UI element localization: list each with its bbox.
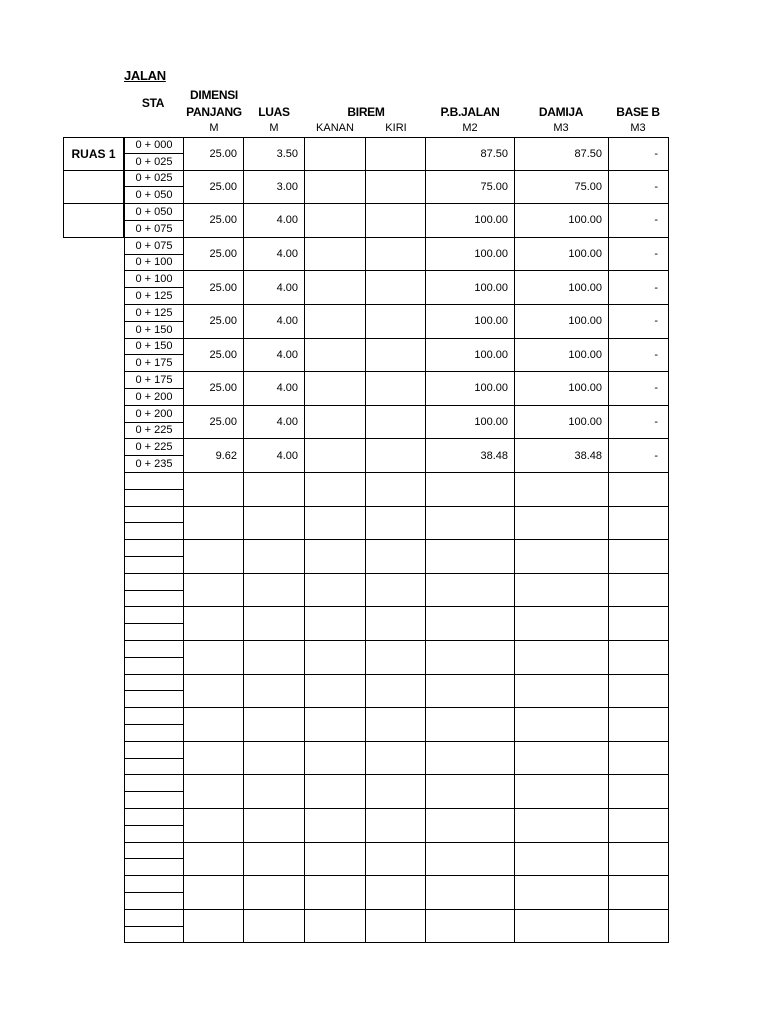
cell-sta-to: 0 + 235	[124, 456, 184, 473]
cell-pb-jalan	[426, 809, 515, 843]
cell-sta-to: 0 + 050	[124, 187, 184, 204]
cell-base-b	[609, 876, 669, 910]
cell-kiri	[366, 775, 426, 809]
header-base-b: BASE B	[616, 105, 660, 119]
cell-ruas	[63, 171, 124, 205]
cell-kanan	[305, 171, 366, 205]
cell-damija: 87.50	[515, 137, 609, 171]
cell-luas	[244, 910, 305, 944]
cell-base-b	[609, 675, 669, 709]
cell-base-b	[609, 507, 669, 541]
cell-luas: 4.00	[244, 238, 305, 272]
cell-damija	[515, 910, 609, 944]
cell-damija	[515, 574, 609, 608]
cell-base-b	[609, 607, 669, 641]
cell-kanan	[305, 574, 366, 608]
cell-sta-to	[124, 691, 184, 708]
cell-sta-to: 0 + 125	[124, 288, 184, 305]
cell-sta-from	[124, 507, 184, 524]
cell-kanan	[305, 540, 366, 574]
cell-luas	[244, 843, 305, 877]
cell-pb-jalan: 100.00	[426, 238, 515, 272]
cell-panjang	[184, 473, 244, 507]
cell-sta-from	[124, 574, 184, 591]
cell-luas: 4.00	[244, 204, 305, 238]
cell-panjang	[184, 876, 244, 910]
header-luas: LUAS	[258, 105, 290, 119]
cell-sta-to	[124, 591, 184, 608]
cell-sta-to	[124, 658, 184, 675]
cell-ruas: RUAS 1	[63, 137, 124, 171]
cell-panjang	[184, 742, 244, 776]
cell-panjang	[184, 641, 244, 675]
unit-kiri: KIRI	[385, 122, 407, 134]
cell-damija: 38.48	[515, 439, 609, 473]
cell-panjang	[184, 708, 244, 742]
cell-kiri	[366, 507, 426, 541]
cell-kanan	[305, 372, 366, 406]
cell-base-b: -	[609, 305, 669, 339]
cell-pb-jalan: 100.00	[426, 372, 515, 406]
cell-panjang	[184, 507, 244, 541]
cell-sta-from	[124, 843, 184, 860]
cell-sta-from: 0 + 000	[124, 137, 184, 154]
cell-panjang	[184, 540, 244, 574]
unit-kanan: KANAN	[316, 122, 354, 134]
cell-sta-from	[124, 473, 184, 490]
cell-damija: 100.00	[515, 271, 609, 305]
cell-kiri	[366, 809, 426, 843]
cell-pb-jalan: 100.00	[426, 204, 515, 238]
cell-luas: 3.00	[244, 171, 305, 205]
cell-pb-jalan: 87.50	[426, 137, 515, 171]
cell-base-b	[609, 473, 669, 507]
cell-kiri	[366, 439, 426, 473]
cell-sta-to	[124, 725, 184, 742]
cell-pb-jalan	[426, 843, 515, 877]
cell-kiri	[366, 843, 426, 877]
cell-sta-from	[124, 775, 184, 792]
cell-kanan	[305, 339, 366, 373]
cell-kanan	[305, 507, 366, 541]
cell-sta-from	[124, 540, 184, 557]
header-dimensi: DIMENSI	[190, 88, 238, 102]
cell-sta-to	[124, 490, 184, 507]
cell-kiri	[366, 406, 426, 440]
cell-sta-to: 0 + 225	[124, 423, 184, 440]
cell-kiri	[366, 742, 426, 776]
cell-sta-from	[124, 809, 184, 826]
header-panjang: PANJANG	[186, 105, 242, 119]
cell-luas	[244, 708, 305, 742]
cell-sta-to	[124, 893, 184, 910]
cell-sta-to	[124, 523, 184, 540]
cell-pb-jalan	[426, 708, 515, 742]
cell-base-b	[609, 910, 669, 944]
cell-kiri	[366, 708, 426, 742]
header-birem: BIREM	[347, 105, 385, 119]
cell-sta-to: 0 + 100	[124, 255, 184, 272]
cell-base-b	[609, 708, 669, 742]
cell-kiri	[366, 137, 426, 171]
cell-kanan	[305, 708, 366, 742]
unit-damija: M3	[553, 122, 569, 134]
cell-damija: 100.00	[515, 204, 609, 238]
cell-sta-from	[124, 675, 184, 692]
cell-kiri	[366, 372, 426, 406]
cell-base-b: -	[609, 171, 669, 205]
cell-kiri	[366, 171, 426, 205]
cell-base-b	[609, 540, 669, 574]
cell-sta-from	[124, 742, 184, 759]
cell-kiri	[366, 641, 426, 675]
cell-damija	[515, 675, 609, 709]
cell-panjang	[184, 910, 244, 944]
cell-damija: 100.00	[515, 339, 609, 373]
cell-pb-jalan	[426, 607, 515, 641]
cell-luas	[244, 876, 305, 910]
cell-sta-from	[124, 641, 184, 658]
cell-damija	[515, 742, 609, 776]
cell-pb-jalan: 100.00	[426, 271, 515, 305]
cell-sta-from: 0 + 200	[124, 406, 184, 423]
cell-sta-from: 0 + 175	[124, 372, 184, 389]
cell-base-b	[609, 775, 669, 809]
cell-damija	[515, 843, 609, 877]
cell-sta-to: 0 + 025	[124, 154, 184, 171]
cell-sta-to	[124, 624, 184, 641]
cell-luas	[244, 540, 305, 574]
cell-base-b	[609, 809, 669, 843]
cell-luas: 4.00	[244, 271, 305, 305]
cell-panjang: 9.62	[184, 439, 244, 473]
cell-damija	[515, 809, 609, 843]
cell-base-b: -	[609, 339, 669, 373]
cell-luas: 4.00	[244, 372, 305, 406]
cell-luas	[244, 607, 305, 641]
cell-kiri	[366, 339, 426, 373]
unit-panjang: M	[209, 122, 219, 134]
cell-kiri	[366, 204, 426, 238]
cell-panjang: 25.00	[184, 137, 244, 171]
cell-pb-jalan	[426, 574, 515, 608]
cell-luas	[244, 809, 305, 843]
cell-sta-from: 0 + 050	[124, 204, 184, 221]
cell-sta-from: 0 + 075	[124, 238, 184, 255]
cell-pb-jalan: 100.00	[426, 305, 515, 339]
cell-kanan	[305, 742, 366, 776]
cell-pb-jalan	[426, 876, 515, 910]
cell-damija: 100.00	[515, 238, 609, 272]
cell-panjang	[184, 809, 244, 843]
cell-kanan	[305, 641, 366, 675]
cell-sta-from	[124, 708, 184, 725]
cell-base-b: -	[609, 238, 669, 272]
cell-panjang: 25.00	[184, 372, 244, 406]
cell-kiri	[366, 238, 426, 272]
cell-kiri	[366, 876, 426, 910]
cell-damija	[515, 708, 609, 742]
cell-pb-jalan: 75.00	[426, 171, 515, 205]
cell-kiri	[366, 540, 426, 574]
cell-pb-jalan: 100.00	[426, 339, 515, 373]
cell-sta-to	[124, 792, 184, 809]
cell-base-b	[609, 574, 669, 608]
cell-sta-to	[124, 759, 184, 776]
cell-kanan	[305, 271, 366, 305]
cell-sta-to	[124, 859, 184, 876]
cell-kanan	[305, 473, 366, 507]
cell-damija	[515, 607, 609, 641]
cell-kiri	[366, 473, 426, 507]
cell-base-b	[609, 843, 669, 877]
cell-pb-jalan	[426, 775, 515, 809]
cell-sta-from: 0 + 100	[124, 271, 184, 288]
cell-kanan	[305, 305, 366, 339]
cell-pb-jalan: 38.48	[426, 439, 515, 473]
cell-damija	[515, 473, 609, 507]
cell-pb-jalan	[426, 473, 515, 507]
cell-luas	[244, 675, 305, 709]
cell-sta-to	[124, 557, 184, 574]
unit-base-b: M3	[630, 122, 646, 134]
cell-luas: 4.00	[244, 439, 305, 473]
cell-sta-to: 0 + 150	[124, 322, 184, 339]
cell-luas	[244, 574, 305, 608]
cell-kiri	[366, 675, 426, 709]
cell-panjang: 25.00	[184, 204, 244, 238]
header-damija: DAMIJA	[538, 105, 584, 119]
cell-pb-jalan: 100.00	[426, 406, 515, 440]
cell-panjang	[184, 675, 244, 709]
cell-panjang: 25.00	[184, 271, 244, 305]
cell-sta-from	[124, 910, 184, 927]
cell-base-b	[609, 742, 669, 776]
cell-sta-to: 0 + 200	[124, 389, 184, 406]
cell-sta-to: 0 + 075	[124, 221, 184, 238]
cell-sta-from: 0 + 225	[124, 439, 184, 456]
unit-pb-jalan: M2	[462, 122, 478, 134]
cell-base-b: -	[609, 271, 669, 305]
cell-kiri	[366, 574, 426, 608]
cell-kiri	[366, 305, 426, 339]
cell-base-b: -	[609, 372, 669, 406]
cell-luas	[244, 507, 305, 541]
cell-pb-jalan	[426, 742, 515, 776]
cell-sta-from	[124, 876, 184, 893]
cell-kanan	[305, 910, 366, 944]
cell-damija	[515, 876, 609, 910]
cell-kiri	[366, 607, 426, 641]
cell-pb-jalan	[426, 540, 515, 574]
cell-kanan	[305, 775, 366, 809]
cell-damija: 100.00	[515, 305, 609, 339]
cell-panjang	[184, 843, 244, 877]
cell-luas	[244, 742, 305, 776]
cell-ruas	[63, 204, 124, 238]
header-sta: STA	[141, 96, 165, 110]
cell-sta-from: 0 + 125	[124, 305, 184, 322]
cell-damija	[515, 641, 609, 675]
cell-luas	[244, 641, 305, 675]
cell-kanan	[305, 406, 366, 440]
cell-base-b: -	[609, 406, 669, 440]
cell-pb-jalan	[426, 507, 515, 541]
cell-kanan	[305, 843, 366, 877]
cell-panjang: 25.00	[184, 305, 244, 339]
cell-sta-to	[124, 826, 184, 843]
cell-kanan	[305, 675, 366, 709]
cell-pb-jalan	[426, 641, 515, 675]
cell-kanan	[305, 204, 366, 238]
cell-damija	[515, 507, 609, 541]
cell-base-b: -	[609, 137, 669, 171]
cell-damija: 100.00	[515, 372, 609, 406]
cell-panjang: 25.00	[184, 406, 244, 440]
unit-luas: M	[269, 122, 279, 134]
cell-kanan	[305, 439, 366, 473]
document-title: JALAN	[124, 68, 166, 83]
cell-damija: 100.00	[515, 406, 609, 440]
cell-kanan	[305, 238, 366, 272]
cell-base-b: -	[609, 439, 669, 473]
cell-panjang	[184, 775, 244, 809]
cell-base-b	[609, 641, 669, 675]
cell-sta-from	[124, 607, 184, 624]
cell-panjang: 25.00	[184, 171, 244, 205]
cell-kiri	[366, 910, 426, 944]
cell-luas: 4.00	[244, 406, 305, 440]
cell-luas	[244, 775, 305, 809]
cell-panjang	[184, 574, 244, 608]
cell-damija	[515, 775, 609, 809]
cell-sta-from: 0 + 150	[124, 339, 184, 356]
cell-pb-jalan	[426, 675, 515, 709]
cell-panjang	[184, 607, 244, 641]
cell-pb-jalan	[426, 910, 515, 944]
cell-luas	[244, 473, 305, 507]
cell-sta-to	[124, 927, 184, 944]
cell-luas: 4.00	[244, 339, 305, 373]
cell-luas: 4.00	[244, 305, 305, 339]
cell-sta-from: 0 + 025	[124, 171, 184, 188]
cell-kiri	[366, 271, 426, 305]
cell-panjang: 25.00	[184, 339, 244, 373]
cell-base-b: -	[609, 204, 669, 238]
cell-kanan	[305, 137, 366, 171]
cell-damija: 75.00	[515, 171, 609, 205]
cell-panjang: 25.00	[184, 238, 244, 272]
cell-sta-to: 0 + 175	[124, 355, 184, 372]
cell-damija	[515, 540, 609, 574]
cell-kanan	[305, 607, 366, 641]
cell-kanan	[305, 876, 366, 910]
cell-kanan	[305, 809, 366, 843]
cell-luas: 3.50	[244, 137, 305, 171]
header-pb-jalan: P.B.JALAN	[440, 105, 500, 119]
